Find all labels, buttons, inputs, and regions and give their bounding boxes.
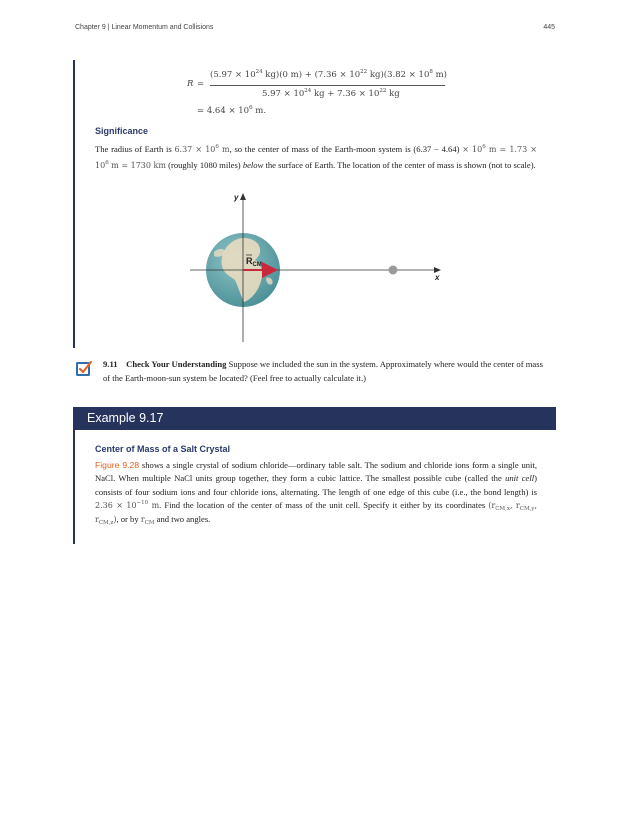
equation-equals: =: [197, 79, 205, 89]
example-title: Example 9.17: [87, 411, 164, 425]
equation-result: = $4.64 \times 10^6$ m.: [197, 105, 267, 116]
figure-link[interactable]: Figure 9.28: [95, 460, 140, 470]
equation-denominator: $5.97 \times 10^{24}$ kg + $7.36 \times 10^{22}$ kg: [262, 88, 400, 99]
y-axis-label: y: [234, 193, 239, 202]
example-left-rule-2: [73, 430, 75, 544]
significance-heading: Significance: [95, 126, 149, 136]
equation-numerator: ($5.97 \times 10^{24}$ kg)(0 $m) + (7.36 \times 10^{22}$ $kg)(3.82 \times 10^8$ m): [210, 69, 447, 80]
example-banner: [73, 407, 556, 430]
equation-lhs: R: [187, 79, 194, 89]
vector-label: $R_{CM}$: [246, 256, 262, 268]
fraction-bar: [210, 85, 445, 86]
moon: [389, 266, 398, 275]
page-number: 445: [543, 24, 555, 31]
running-header-chapter: Chapter 9 | Linear Momentum and Collisions: [75, 24, 214, 31]
example-left-rule: [73, 60, 75, 348]
x-axis-label: x: [435, 273, 440, 282]
example-subtitle: Center of Mass of a Salt Crystal: [95, 444, 231, 454]
y-axis-arrow-icon: [240, 193, 246, 200]
example-paragraph: Figure 9.28 shows a single crystal of sodium chloride—ordinary table salt. The sodium and chloride ions form a single unit, NaCl. When multiple NaCl units group together, they form a cubic lattice. The smallest possible cube (called the unit cell) consists of four sodium ions and four chloride ions, alternating. The length of one edge of this cube (i.e., the bond length) is $2.36 \times 10^{-10}$ m. Find the location of the center of mass of the unit cell. Specify it either by its coordinates ($r_{CM,x}$, $r_{CM,y}$, $r_{CM,z}$), or by $r_{CM}$ and two angles.: [95, 460, 537, 526]
significance-paragraph: The radius of Earth is $6.37 \times 10^6$ m, so the center of mass of the Earth-moon system is $(6.37 - 4.64) \times 10^6$ $m = 1.73 \times 10^6$ m = 1730 km (roughly 1080 miles) below the surface of Earth. The location of the center of mass is shown (not to scale).: [95, 144, 537, 170]
check-understanding-text: 9.11 Check Your Understanding Suppose we included the sun in the system. Approximately where would the center of mass of the Earth-moon-sun system be located? (Feel free to actually calculate it.): [103, 359, 543, 383]
check-understanding-icon: [75, 359, 93, 377]
earth-moon-diagram: [180, 190, 450, 350]
